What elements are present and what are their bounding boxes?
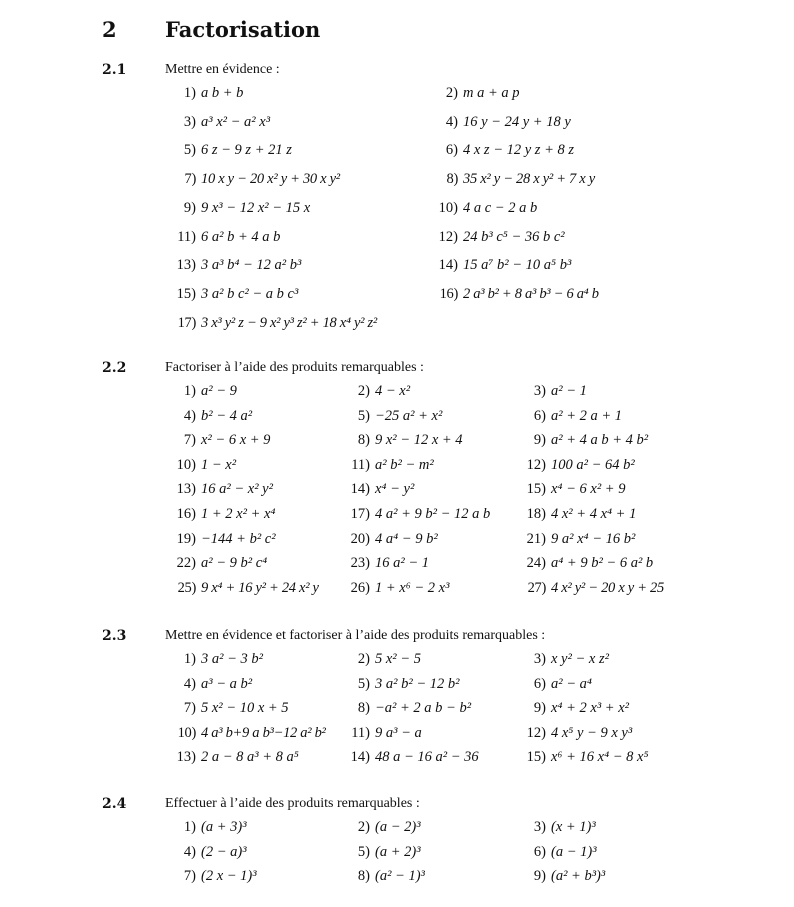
exercise-item (434, 229, 565, 246)
exercise-item (172, 700, 289, 717)
exercise-item (172, 171, 340, 188)
exercise-expression: (a² + b³)³ (551, 868, 606, 885)
exercise-item (346, 408, 442, 425)
exercise-item (434, 200, 537, 217)
exercise-number: 1) (183, 383, 196, 399)
exercise-number: 7) (183, 700, 196, 717)
exercise-item (346, 432, 463, 449)
exercise-expression: 6 z − 9 z + 21 z (201, 142, 292, 159)
exercise-item (172, 676, 252, 693)
exercise-expression: (a − 1)³ (551, 843, 597, 860)
exercise-item (434, 114, 571, 131)
exercise-item (172, 725, 326, 742)
exercise-expression: 4 x² y² − 20 x y + 25 (551, 579, 664, 596)
exercise-number: 3) (183, 113, 196, 130)
exercise-expression: 10 x y − 20 x² y + 30 x y² (201, 171, 340, 188)
exercise-number: 6) (445, 142, 458, 159)
exercise-expression: 1 − x² (201, 456, 237, 473)
exercise-item (522, 432, 648, 449)
exercise-item (522, 676, 592, 693)
exercise-expression: a³ − a b² (201, 675, 253, 692)
exercise-expression: 48 a − 16 a² − 36 (375, 749, 479, 766)
exercise-expression: 9 a³ − a (375, 724, 422, 741)
exercise-item (172, 315, 377, 332)
exercise-expression: 4 a³ b+9 a b³−12 a² b² (201, 724, 326, 741)
exercise-expression: (a + 2)³ (375, 843, 421, 860)
section-number: 2.1 (102, 62, 127, 78)
exercise-item (522, 408, 622, 425)
exercise-number: 15) (526, 749, 546, 766)
exercise-expression: 4 x z − 12 y z + 8 z (463, 142, 574, 159)
chapter-title: Factorisation (165, 17, 321, 42)
exercise-item (172, 142, 292, 159)
section-title: Mettre en évidence et factoriser à l’aide des produits remarquables : (165, 628, 546, 643)
exercise-expression: a² − 9 b² c⁴ (201, 555, 268, 572)
exercise-number: 26) (350, 579, 370, 596)
exercise-expression: 6 a² b + 4 a b (201, 228, 281, 245)
exercise-number: 17) (177, 314, 196, 331)
exercise-expression: a² b² − m² (375, 456, 434, 473)
exercise-expression: x y² − x z² (551, 651, 609, 667)
exercise-expression: 9 a² x⁴ − 16 b² (551, 530, 636, 547)
exercise-expression: (a² − 1)³ (375, 868, 425, 885)
exercise-expression: (a − 2)³ (375, 819, 421, 835)
exercise-item (522, 725, 632, 742)
exercise-expression: 4 − x² (375, 383, 411, 399)
exercise-number: 12) (526, 724, 546, 741)
exercise-number: 6) (533, 843, 546, 860)
exercise-number: 9) (533, 700, 546, 717)
exercise-number: 4) (183, 675, 196, 692)
exercise-number: 25) (177, 579, 196, 596)
exercise-number: 3) (533, 819, 546, 835)
exercise-number: 11) (351, 456, 370, 473)
exercise-expression: 1 + 2 x² + x⁴ (201, 506, 276, 522)
exercise-item (522, 481, 625, 498)
exercise-number: 3) (533, 651, 546, 667)
exercise-number: 17) (350, 506, 370, 522)
exercise-number: 1) (183, 819, 196, 835)
exercise-item (172, 85, 243, 102)
exercise-item (346, 651, 421, 668)
exercise-expression: 4 x⁵ y − 9 x y³ (551, 724, 633, 741)
exercise-item (434, 257, 571, 274)
exercise-expression: 9 x³ − 12 x² − 15 x (201, 199, 311, 216)
exercise-expression: x⁴ + 2 x³ + x² (551, 700, 629, 717)
exercise-item (522, 868, 605, 885)
exercise-item (172, 286, 298, 303)
exercise-expression: a² − 1 (551, 383, 587, 399)
exercise-number: 8) (446, 171, 458, 188)
exercise-expression: −144 + b² c² (201, 530, 276, 547)
chapter-number: 2 (102, 17, 117, 42)
exercise-expression: 2 a − 8 a³ + 8 a⁵ (201, 749, 299, 766)
exercise-number: 23) (350, 555, 370, 572)
chapter-heading (0, 17, 794, 47)
exercise-item (172, 114, 270, 131)
exercise-number: 20) (350, 530, 370, 547)
exercise-item (346, 506, 490, 523)
exercise-expression: b² − 4 a² (201, 407, 253, 424)
exercise-item (434, 85, 520, 102)
exercise-number: 19) (176, 530, 196, 547)
exercise-expression: (x + 1)³ (551, 819, 596, 835)
exercise-item (346, 676, 459, 693)
exercise-number: 5) (357, 843, 370, 860)
exercise-expression: 4 x² + 4 x⁴ + 1 (551, 506, 637, 522)
exercise-item (522, 844, 597, 861)
exercise-number: 2) (445, 85, 458, 101)
exercise-number: 2) (357, 383, 370, 399)
section-title: Mettre en évidence : (165, 62, 280, 77)
exercise-item (172, 481, 273, 498)
exercise-item (346, 868, 425, 885)
exercise-expression: −25 a² + x² (375, 407, 443, 424)
exercise-item (522, 580, 664, 597)
exercise-expression: a² − a⁴ (551, 675, 592, 692)
exercise-number: 24) (526, 555, 546, 572)
exercise-item (434, 142, 574, 159)
exercise-number: 8) (357, 868, 370, 885)
exercise-item (522, 457, 635, 474)
exercise-item (346, 457, 434, 474)
exercise-expression: (a + 3)³ (201, 819, 247, 835)
exercise-number: 6) (533, 675, 546, 692)
exercise-number: 5) (357, 675, 370, 692)
exercise-item (172, 651, 263, 668)
exercise-number: 11) (177, 228, 196, 245)
exercise-expression: 24 b³ c⁵ − 36 b c² (463, 228, 565, 245)
exercise-expression: 3 a² b c² − a b c³ (201, 285, 299, 302)
exercise-expression: m a + a p (463, 85, 520, 101)
exercise-expression: x⁴ − 6 x² + 9 (551, 481, 626, 498)
exercise-expression: 4 a⁴ − 9 b² (375, 530, 438, 547)
exercise-number: 10) (177, 724, 196, 741)
exercise-item (522, 383, 587, 400)
exercise-expression: 15 a⁷ b² − 10 a⁵ b³ (463, 257, 572, 274)
exercise-item (172, 200, 310, 217)
exercise-expression: x⁴ − y² (375, 481, 415, 498)
exercise-item (172, 555, 267, 572)
exercise-number: 15) (176, 285, 196, 302)
exercise-number: 14) (438, 257, 458, 274)
exercise-number: 11) (351, 724, 370, 741)
exercise-number: 16) (176, 506, 196, 522)
exercise-number: 27) (527, 579, 546, 596)
exercise-item (172, 531, 276, 548)
exercise-number: 8) (357, 700, 370, 717)
exercise-item (522, 749, 649, 766)
exercise-item (346, 580, 449, 597)
exercise-expression: 100 a² − 64 b² (551, 456, 635, 473)
exercise-item (522, 819, 596, 836)
exercise-expression: x² − 6 x + 9 (201, 432, 271, 449)
exercise-number: 9) (533, 868, 546, 885)
exercise-expression: 1 + x⁶ − 2 x³ (375, 579, 450, 596)
exercise-item (346, 844, 421, 861)
exercise-expression: 3 a³ b⁴ − 12 a² b³ (201, 257, 302, 274)
exercise-number: 12) (438, 228, 458, 245)
exercise-expression: a² + 4 a b + 4 b² (551, 432, 649, 449)
exercise-item (434, 171, 595, 188)
exercise-number: 9) (533, 432, 546, 449)
exercise-number: 6) (533, 407, 546, 424)
exercise-number: 18) (526, 506, 546, 522)
exercise-item (172, 432, 270, 449)
exercise-item (172, 580, 319, 597)
exercise-item (346, 531, 438, 548)
exercise-number: 1) (183, 85, 196, 101)
exercise-item (522, 555, 653, 572)
exercise-number: 13) (176, 257, 196, 274)
exercise-item (346, 749, 479, 766)
exercise-item (172, 868, 257, 885)
exercise-expression: a b + b (201, 85, 244, 101)
exercise-number: 13) (176, 481, 196, 498)
exercise-number: 10) (438, 199, 458, 216)
exercise-number: 5) (183, 142, 196, 159)
exercise-number: 1) (183, 651, 196, 667)
exercise-item (346, 700, 471, 717)
section-number: 2.4 (102, 796, 127, 812)
exercise-item (346, 725, 422, 742)
exercise-expression: 2 a³ b² + 8 a³ b³ − 6 a⁴ b (463, 285, 599, 302)
section-number: 2.3 (102, 628, 127, 644)
exercise-expression: 5 x² − 5 (375, 651, 421, 667)
exercise-number: 13) (176, 749, 196, 766)
exercise-expression: a² − 9 (201, 383, 237, 399)
exercise-number: 10) (176, 456, 196, 473)
exercise-expression: 16 a² − x² y² (201, 481, 273, 498)
exercise-item (172, 506, 275, 523)
exercise-expression: 3 a² − 3 b² (201, 651, 263, 667)
exercise-item (172, 749, 299, 766)
exercise-expression: 9 x⁴ + 16 y² + 24 x² y (201, 579, 319, 596)
exercise-item (522, 506, 636, 523)
exercise-item (522, 700, 629, 717)
exercise-item (434, 286, 599, 303)
exercise-expression: (2 x − 1)³ (201, 868, 257, 885)
exercise-number: 14) (350, 481, 370, 498)
exercise-item (172, 408, 252, 425)
exercise-item (346, 481, 414, 498)
exercise-number: 4) (183, 843, 196, 860)
exercise-expression: 4 a² + 9 b² − 12 a b (375, 506, 491, 522)
exercise-number: 16) (439, 285, 458, 302)
exercise-expression: 3 x³ y² z − 9 x² y³ z² + 18 x⁴ y² z² (201, 314, 377, 331)
exercise-number: 21) (526, 530, 546, 547)
exercise-item (172, 257, 301, 274)
exercise-item (522, 531, 635, 548)
exercise-number: 2) (357, 651, 370, 667)
exercise-number: 2) (357, 819, 370, 835)
exercise-number: 4) (445, 113, 458, 130)
exercise-expression: a⁴ + 9 b² − 6 a² b (551, 555, 654, 572)
exercise-number: 12) (526, 456, 546, 473)
exercise-item (346, 555, 429, 572)
section-title: Factoriser à l’aide des produits remarquables : (165, 360, 424, 375)
exercise-expression: a³ x² − a² x³ (201, 113, 271, 130)
exercise-number: 14) (350, 749, 370, 766)
exercise-expression: −a² + 2 a b − b² (375, 700, 472, 717)
exercise-item (172, 457, 236, 474)
exercise-item (346, 383, 410, 400)
exercise-number: 7) (184, 171, 196, 188)
exercise-expression: x⁶ + 16 x⁴ − 8 x⁵ (551, 749, 649, 766)
exercise-number: 15) (526, 481, 546, 498)
exercise-number: 7) (183, 868, 196, 885)
exercise-item (522, 651, 609, 668)
exercise-item (172, 844, 247, 861)
exercise-item (172, 383, 237, 400)
exercise-expression: 35 x² y − 28 x y² + 7 x y (463, 171, 595, 188)
exercise-expression: 16 a² − 1 (375, 555, 430, 572)
exercise-item (172, 819, 247, 836)
exercise-expression: a² + 2 a + 1 (551, 407, 623, 424)
exercise-number: 5) (357, 407, 370, 424)
exercise-number: 9) (183, 199, 196, 216)
exercise-item (172, 229, 280, 246)
exercise-expression: 4 a c − 2 a b (463, 199, 538, 216)
section-number: 2.2 (102, 360, 127, 376)
exercise-number: 3) (533, 383, 546, 399)
exercise-expression: 9 x² − 12 x + 4 (375, 432, 463, 449)
exercise-number: 22) (176, 555, 196, 572)
exercise-expression: 5 x² − 10 x + 5 (201, 700, 289, 717)
exercise-number: 4) (183, 407, 196, 424)
exercise-item (346, 819, 421, 836)
section-title: Effectuer à l’aide des produits remarquables : (165, 796, 420, 811)
exercise-expression: 16 y − 24 y + 18 y (463, 113, 571, 130)
exercise-expression: (2 − a)³ (201, 843, 247, 860)
exercise-expression: 3 a² b² − 12 b² (375, 675, 460, 692)
exercise-number: 7) (183, 432, 196, 449)
exercise-number: 8) (357, 432, 370, 449)
